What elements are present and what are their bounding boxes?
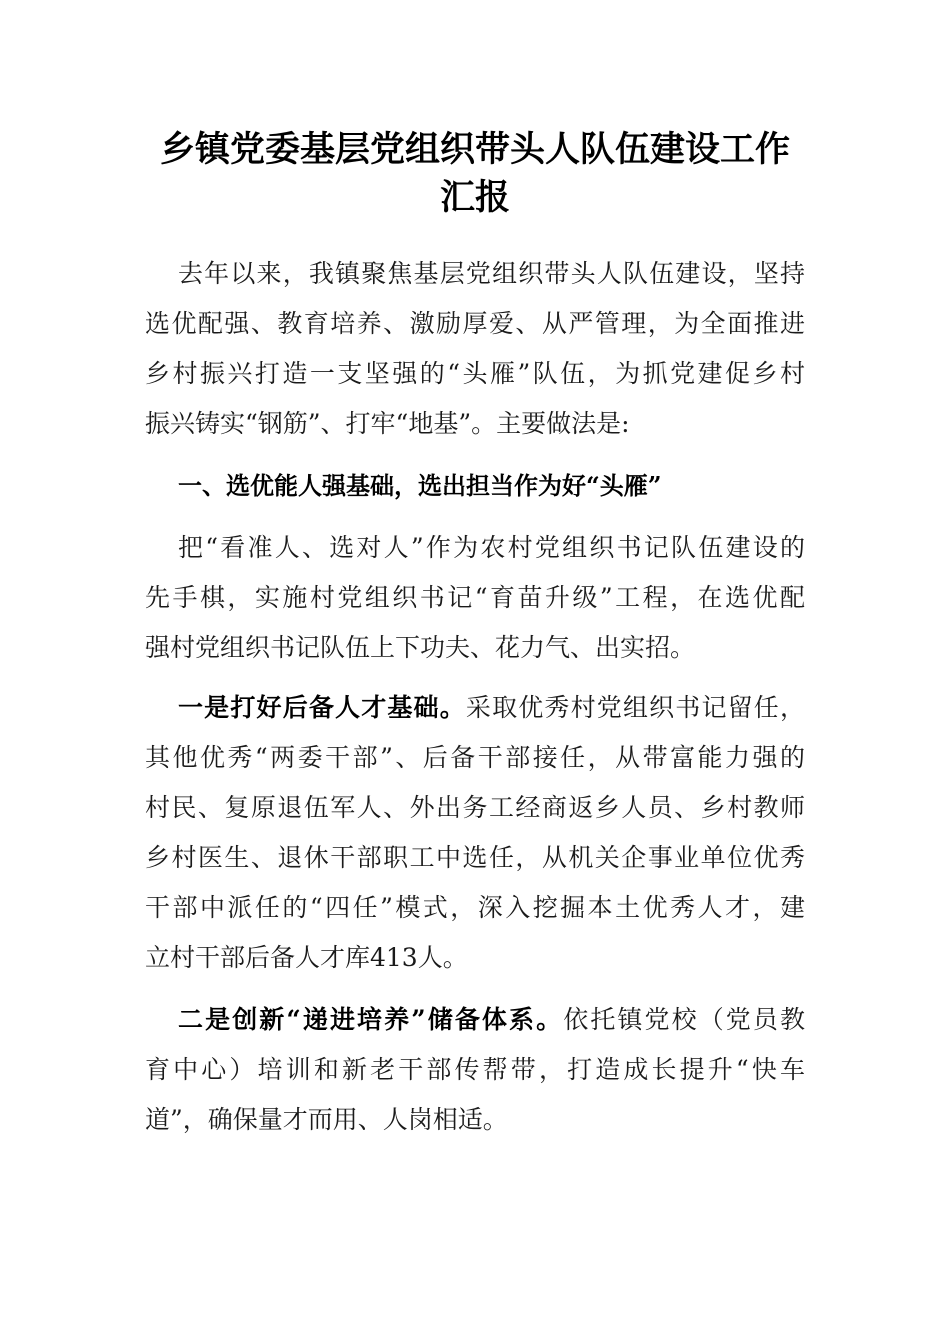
point-2-first-line xyxy=(178,1002,805,1038)
intro-line-2: 选优配强、教育培养、激励厚爱、从严管理，为全面推进 xyxy=(145,309,805,338)
point-1-line-6: 立村干部后备人才库413人。 xyxy=(145,943,468,972)
point-2-lead: 二是创新“递进培养”储备体系。 xyxy=(178,1005,564,1034)
intro-line-4: 振兴铸实“钢筋”、打牢“地基”。主要做法是: xyxy=(145,409,630,438)
point-2-first-rest: 依托镇党校（党员教 xyxy=(563,1005,805,1034)
point-2-line-3: 道”，确保量才而用、人岗相适。 xyxy=(145,1105,508,1134)
section-1-line-3: 强村党组织书记队伍上下功夫、花力气、出实招。 xyxy=(145,633,696,662)
intro-line-3: 乡村振兴打造一支坚强的“头雁”队伍，为抓党建促乡村 xyxy=(145,359,805,388)
intro-line-1: 去年以来，我镇聚焦基层党组织带头人队伍建设，坚持 xyxy=(178,259,805,288)
point-1-line-4: 乡村医生、退休干部职工中选任，从机关企事业单位优秀 xyxy=(145,843,805,872)
point-1-first-rest: 采取优秀村党组织书记留任， xyxy=(465,693,805,722)
section-1-line-1: 把“看准人、选对人”作为农村党组织书记队伍建设的 xyxy=(178,533,805,562)
point-1-line-2: 其他优秀“两委干部”、后备干部接任，从带富能力强的 xyxy=(145,743,805,772)
point-1-lead: 一是打好后备人才基础。 xyxy=(178,693,466,722)
point-2-line-2: 育中心）培训和新老干部传帮带，打造成长提升“快车 xyxy=(145,1055,805,1084)
document-title-line-2: 汇报 xyxy=(439,177,510,218)
point-1-line-5: 干部中派任的“四任”模式，深入挖掘本土优秀人才，建 xyxy=(145,893,805,922)
point-1-first-line xyxy=(178,690,805,726)
section-1-heading: 一、选优能人强基础，选出担当作为好“头雁” xyxy=(178,471,662,500)
point-1-line-3: 村民、复原退伍军人、外出务工经商返乡人员、乡村教师 xyxy=(145,793,805,822)
document-title-line-1: 乡镇党委基层党组织带头人队伍建设工作 xyxy=(159,129,790,170)
section-1-line-2: 先手棋，实施村党组织书记“育苗升级”工程，在选优配 xyxy=(145,583,805,612)
